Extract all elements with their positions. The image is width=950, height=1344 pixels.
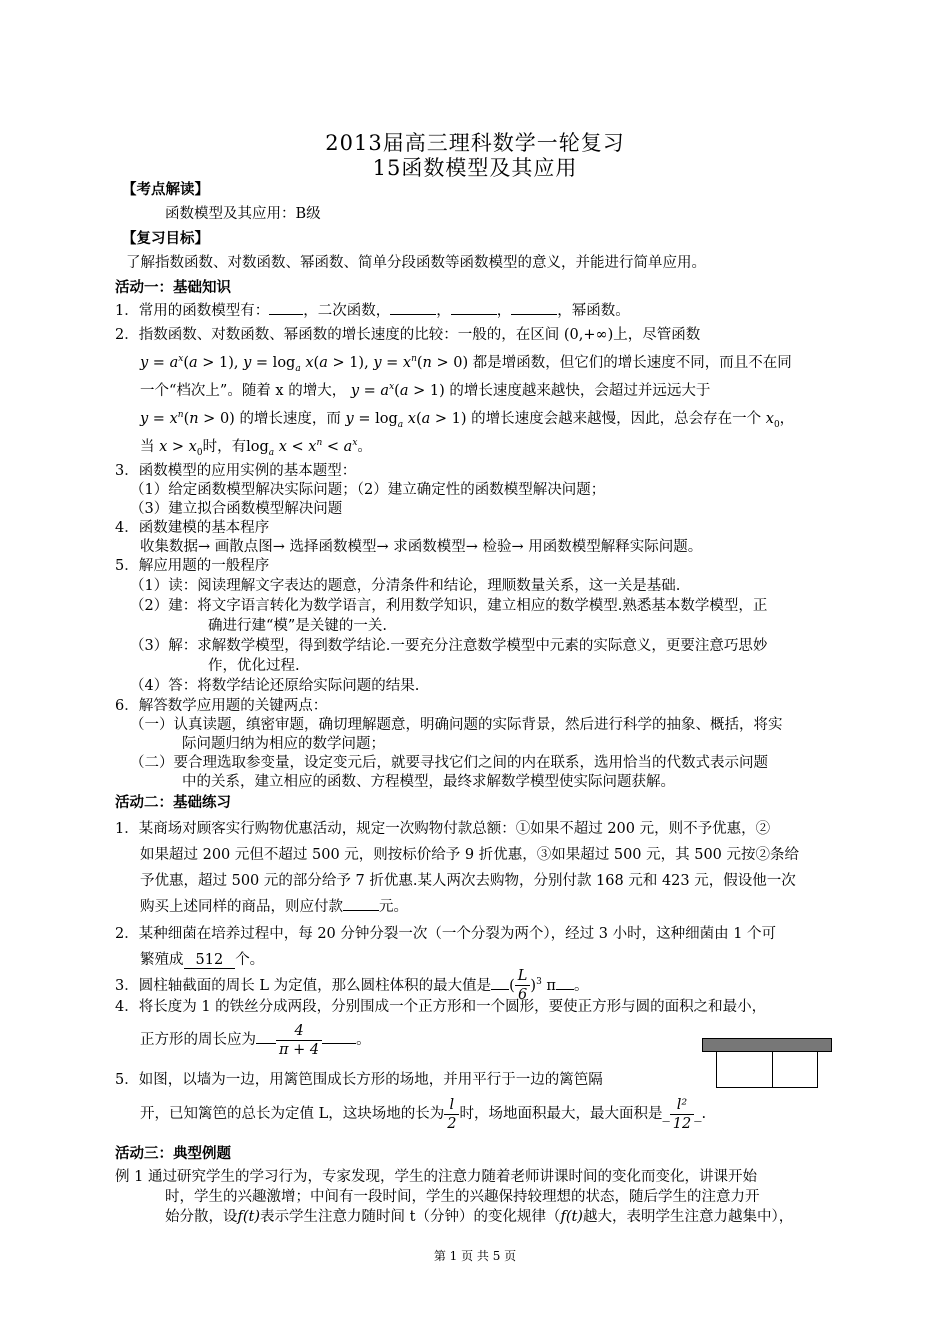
p2-text-f: 的增长速度，而 [239,411,341,427]
example-1-line1: 例 1 通过研究学生的学习行为，专家发现，学生的注意力随着老师讲课时间的变化而变化，讲课开始 [115,1169,757,1185]
ex-ft-1: f(t) [237,1209,261,1225]
e1-blank [343,898,379,911]
blank-2 [390,302,436,315]
basics-item-6b1: （二）要合理选取参变量，设定变元后，就要寻找它们之间的内在联系，选用恰当的代数式表示问题 [130,755,768,771]
e4-fraction: $\frac{4}{\pi + 4}$ [276,1022,322,1059]
basics-item-2-line4: $y = x^n(n > 0)$ 的增长速度，而 $y = \log_a x(a > 1)$ 的增长速度会越来越慢，因此，总会存在一个 $x_0$， [140,410,795,430]
e3-exponent: 3 [536,977,542,987]
ex-text-a: 始分散，设 [165,1209,238,1225]
e5-fraction-length: $\frac{l}{2}$ [444,1096,459,1133]
exercise-1-line2: 如果超过 200 元但不超过 500 元，则按标价给予 9 折优惠，③如果超过 500 元，其 500 元按②条给 [140,847,800,863]
exercise-5-line2: 开，已知篱笆的总长为定值 L，这块场地的长为 $\frac{l}{2}$ 时，场地面积最大，最大面积是_ $\frac{\text{l²}}{12}$ _. [140,1096,707,1132]
e3-fraction: $\frac{L}{6}$ [515,967,531,1004]
section-activity1: 活动一：基础知识 [115,280,231,296]
exercise-5-line1: 5．如图，以墙为一边，用篱笆围成长方形的场地，并用平行于一边的篱笆隔 [115,1072,603,1088]
e1-text: 购买上述同样的商品，则应付款 [140,899,343,915]
fence-divider [772,1051,773,1087]
p2-text-d: 一个“档次上”。随着 x 的增大， [140,383,347,399]
p1-text-a: 1．常用的函数模型有： [115,303,270,319]
section-activity3: 活动三：典型例题 [115,1146,231,1162]
e3-text: 3．圆柱轴截面的周长 L 为定值，那么圆柱体积的最大值是 [115,977,492,994]
page-title: 2013届高三理科数学一轮复习 [325,131,625,155]
e4-text: 正方形的周长应为 [140,1032,256,1048]
exercise-1-line1: 1．某商场对顾客实行购物优惠活动，规定一次购物付款总额：①如果不超过 200 元，则不予优惠，② [115,821,771,837]
basics-item-6a2: 际问题归纳为相应的数学问题； [182,736,385,752]
exercise-3: 3．圆柱轴截面的周长 L 为定值，那么圆柱体积的最大值是 ( $\frac{L}{6}$ )$^3$ π 。 [115,968,589,1004]
blank-1 [269,302,303,315]
e4-end: 。 [356,1032,371,1048]
ex-text-b: 表示学生注意力随时间 t（分钟）的变化规律（ [260,1209,561,1225]
e5-text-b: 时，场地面积最大，最大面积是 [459,1106,663,1122]
basics-item-6: 6．解答数学应用题的关键两点： [115,698,328,714]
p2-text-a: 2．指数函数、对数函数、幂函数的增长速度的比较：一般的，在区间 [115,327,560,343]
basics-item-5a: （1）读：阅读理解文字表达的题意，分清条件和结论，理顺数量关系，这一关是基础. [130,578,681,594]
basics-item-5b2: 确进行建“模”是关键的一关. [208,618,387,634]
e3-end: 。 [573,977,589,994]
basics-item-5c1: （3）解：求解数学模型，得到数学结论.一要充分注意数学模型中元素的实际意义，更要注意巧思妙 [130,638,768,654]
blank-4 [511,302,557,315]
e4-blank-left [256,1031,276,1044]
basics-item-3b: （3）建立拟合函数模型解决问题 [130,501,343,517]
basics-item-5: 5．解应用题的一般程序 [115,558,270,574]
basics-item-3: 3．函数模型的应用实例的基本题型： [115,463,357,479]
exercise-1-line3: 予优惠，超过 500 元的部分给予 7 折优惠.某人两次去购物，分别付款 168 元和 423 元，假设他一次 [140,873,796,889]
p2-text-h: 当 [140,439,155,455]
p2-text-c: 都是增函数，但它们的增长速度不同，而且不在同 [472,355,792,371]
p2-text-g: 的增长速度会越来越慢，因此，总会存在一个 [471,411,762,427]
e2-text: 繁殖成 [140,952,184,968]
exercise-4-line2 [140,1020,371,1060]
basics-item-2-line5: 当 $x > x_0$时，有$\log_a x < x^n < a^x$。 [140,438,372,458]
p2-text-b: 上，尽管函数 [613,327,701,343]
p1-text-d: ， [496,303,512,319]
basics-item-6a1: （一）认真读题，缜密审题，确切理解题意，明确问题的实际背景，然后进行科学的抽象、概括，将实 [130,717,783,733]
basics-item-4a: 收集数据→ 画散点图→ 选择函数模型→ 求函数模型→ 检验→ 用函数模型解释实际问题。 [140,539,703,555]
basics-item-2 [115,323,700,344]
interval: (0,+∞) [563,327,614,343]
ex-text-c: 越大，表明学生注意力越集中）， [582,1209,794,1225]
basics-item-2-line2: $y = a^x(a > 1)$, $y = \log_a x(a > 1)$, $y = x^n(n > 0)$ 都是增函数，但它们的增长速度不同，而且不在同 [140,354,792,374]
e3-pi: π [546,977,556,994]
section-kaodian: 【考点解读】 [122,182,209,198]
basics-item-3a: （1）给定函数模型解决实际问题；（2）建立确定性的函数模型解决问题； [130,482,606,498]
e5-fraction-area: $\frac{\text{l²}}{12}$ [670,1096,694,1133]
wall-figure [702,1038,832,1052]
ex-ft-2: f(t) [560,1209,583,1225]
e5-end: . [701,1106,707,1122]
e2-end: 个。 [235,952,265,968]
mubiao-text: 了解指数函数、对数函数、幂函数、简单分段函数等函数模型的意义，并能进行简单应用。 [126,255,706,271]
section-activity2: 活动二：基础练习 [115,795,231,811]
exercise-4-line1: 4．将长度为 1 的铁丝分成两段，分别围成一个正方形和一个圆形，要使正方形与圆的面积之和最小， [115,999,767,1015]
exercise-2-line1: 2．某种细菌在培养过程中，每 20 分钟分裂一次（一个分裂为两个），经过 3 小时，这种细菌由 1 个可 [115,926,777,942]
kaodian-text: 函数模型及其应用：B级 [165,206,321,222]
p1-text-b: ，二次函数， [303,303,391,319]
e3-blank-right [556,977,574,990]
page-footer: 第 1 页 共 5 页 [433,1249,517,1263]
fence-figure [716,1051,818,1088]
page-subtitle: 15函数模型及其应用 [372,156,578,180]
e3-blank-left [491,977,509,990]
basics-item-5c2: 作，优化过程. [208,658,300,674]
p1-text-e: ，幂函数。 [557,303,630,319]
e2-answer: 512 [184,952,236,969]
basics-item-6b2: 中的关系，建立相应的函数、方程模型，最终求解数学模型使实际问题获解。 [182,774,675,790]
basics-item-1 [115,299,630,320]
example-1-line2: 时，学生的兴趣激增；中间有一段时间，学生的兴趣保持较理想的状态，随后学生的注意力开 [165,1189,760,1205]
example-1-line3 [165,1205,793,1226]
p1-text-c: ， [436,303,451,319]
basics-item-2-line3: 一个“档次上”。随着 x 的增大， $y = a^x(a > 1)$ 的增长速度越来越快，会超过并远远大于 [140,382,711,399]
exercise-1-line4 [140,895,408,916]
section-mubiao: 【复习目标】 [122,231,209,247]
e1-end: 元。 [379,899,408,915]
p2-text-i: 时，有 [202,439,247,455]
e4-blank-right [322,1031,356,1044]
p2-text-e: 的增长速度越来越快，会超过并远远大于 [449,383,711,399]
blank-3 [451,302,497,315]
basics-item-4: 4．函数建模的基本程序 [115,520,270,536]
basics-item-5d: （4）答：将数学结论还原给实际问题的结果. [130,678,420,694]
e5-text: 开，已知篱笆的总长为定值 L，这块场地的长为 [140,1106,445,1122]
basics-item-5b1: （2）建：将文字语言转化为数学语言，利用数学知识，建立相应的数学模型.熟悉基本数学模型，正 [130,598,768,614]
